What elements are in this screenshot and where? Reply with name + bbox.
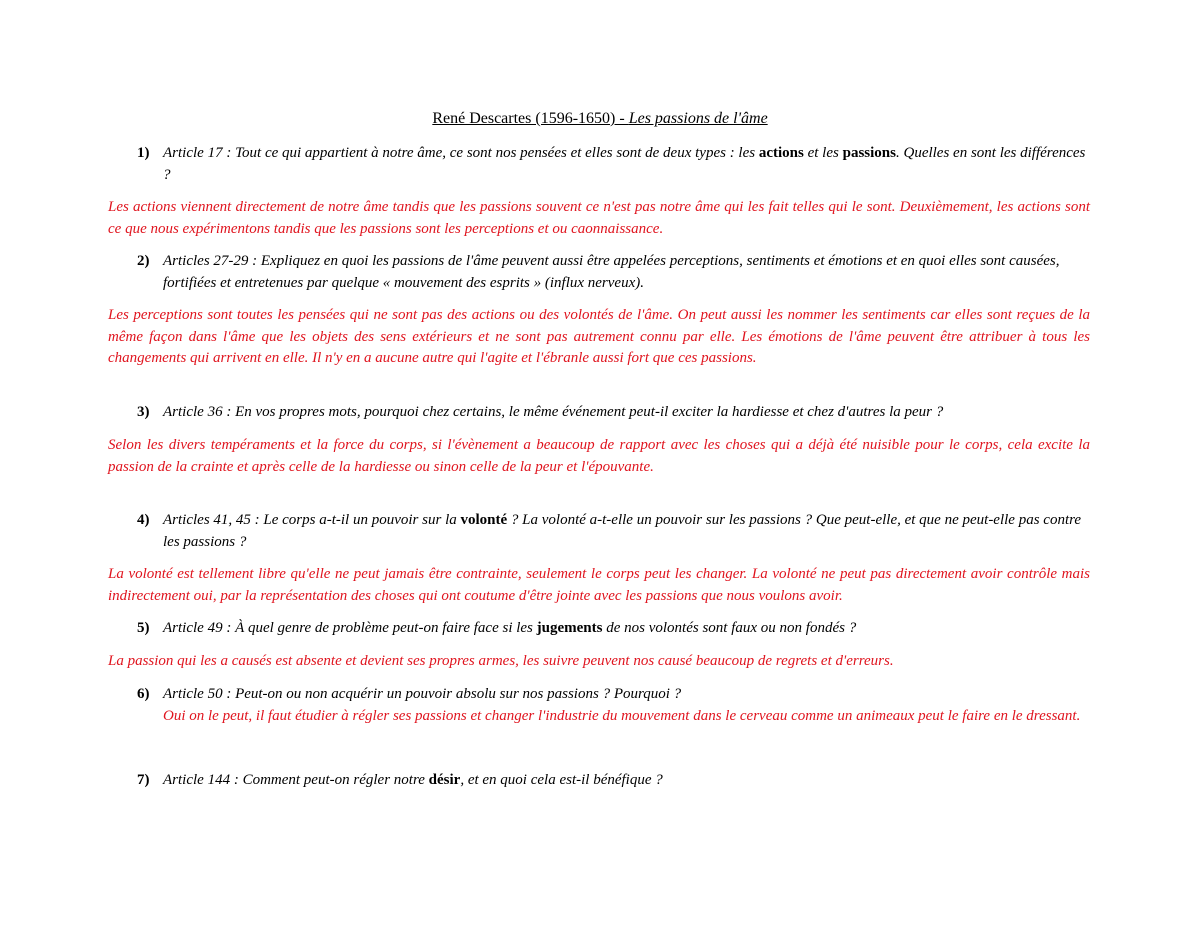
question-text: Article 49 : À quel genre de problème peut-on faire face si les jugements de nos volontés sont faux ou non fondés ?: [163, 620, 857, 636]
question-3: [137, 402, 1092, 424]
question-6: [137, 684, 1092, 706]
question-number: 6): [137, 686, 150, 702]
keyword-volonte: volonté: [460, 512, 508, 528]
keyword-actions: actions: [758, 145, 804, 161]
answer-3: Selon les divers tempéraments et la force du corps, si l'évènement a beaucoup de rapport avec les choses qui a déjà été nuisible pour le corps, cela excite la passion de la crainte et après celle de la hardiesse ou sinon celle de la peur et l'épouvante.: [108, 437, 1090, 475]
title-work: Les passions de l'âme: [628, 110, 768, 127]
question-number: 5): [137, 620, 150, 636]
question-text: Article 17 : Tout ce qui appartient à notre âme, ce sont nos pensées et elles sont de deux types : les actions et les passions. Quelles en sont les différences ?: [163, 145, 1086, 183]
question-2: [137, 251, 1092, 294]
keyword-desir: désir: [428, 772, 461, 788]
question-text: Article 36 : En vos propres mots, pourquoi chez certains, le même événement peut-il exciter la hardiesse et chez d'autres la peur ?: [163, 404, 944, 420]
question-text: Article 144 : Comment peut-on régler notre désir, et en quoi cela est-il bénéfique ?: [163, 772, 663, 788]
question-number: 3): [137, 404, 150, 420]
title-author: René Descartes (1596-1650) -: [432, 110, 629, 127]
question-text: Articles 41, 45 : Le corps a-t-il un pouvoir sur la volonté ? La volonté a-t-elle un pouvoir sur les passions ? Que peut-elle, et que ne peut-elle pas contre les passions ?: [163, 512, 1082, 550]
keyword-passions: passions: [842, 145, 896, 161]
page-title: [0, 110, 1200, 128]
answer-4: La volonté est tellement libre qu'elle ne peut jamais être contrainte, seulement le corps peut les changer. La volonté ne peut pas directement avoir contrôle mais indirectement oui, par la représentation des choses qui ont coutume d'être jointe avec les passions que nous voulons avoir.: [108, 566, 1090, 604]
answer-6: Oui on le peut, il faut étudier à régler ses passions et changer l'industrie du mouvement dans le cerveau comme un animeaux peut le faire en le dressant.: [163, 708, 1081, 724]
question-1: [137, 143, 1092, 186]
question-number: 1): [137, 145, 150, 161]
question-number: 4): [137, 512, 150, 528]
question-number: 2): [137, 253, 150, 269]
question-text: Article 50 : Peut-on ou non acquérir un pouvoir absolu sur nos passions ? Pourquoi ?: [163, 686, 682, 702]
question-number: 7): [137, 772, 150, 788]
question-7: [137, 770, 1092, 792]
question-5: [137, 618, 1092, 640]
answer-5: La passion qui les a causés est absente et devient ses propres armes, les suivre peuvent nos causé beaucoup de regrets et d'erreurs.: [108, 653, 894, 669]
question-4: [137, 510, 1092, 553]
question-text: Articles 27-29 : Expliquez en quoi les passions de l'âme peuvent aussi être appelées perceptions, sentiments et émotions et en quoi elles sont causées, fortifiées et entretenues par quelque « mouvement des esprits » (influx nerveux).: [163, 253, 1060, 291]
answer-1: Les actions viennent directement de notre âme tandis que les passions souvent ce n'est pas notre âme qui les fait telles qui le sont. Deuxièmement, les actions sont ce que nous expérimentons tandis que les passions sont les perceptions et ou caonnaissance.: [108, 199, 1090, 237]
keyword-jugements: jugements: [536, 620, 603, 636]
answer-2: Les perceptions sont toutes les pensées qui ne sont pas des actions ou des volontés de l'âme. On peut aussi les nommer les sentiments car elles sont reçues de la même façon dans l'âme que les objets des sens extérieurs et ne sont pas autrement connu par elle. Les émotions de l'âme peuvent être attribuer à tous les changements qui arrivent en elle. Il n'y en a aucune autre qui l'agite et l'ébranle aussi fort que ces passions.: [108, 307, 1090, 366]
